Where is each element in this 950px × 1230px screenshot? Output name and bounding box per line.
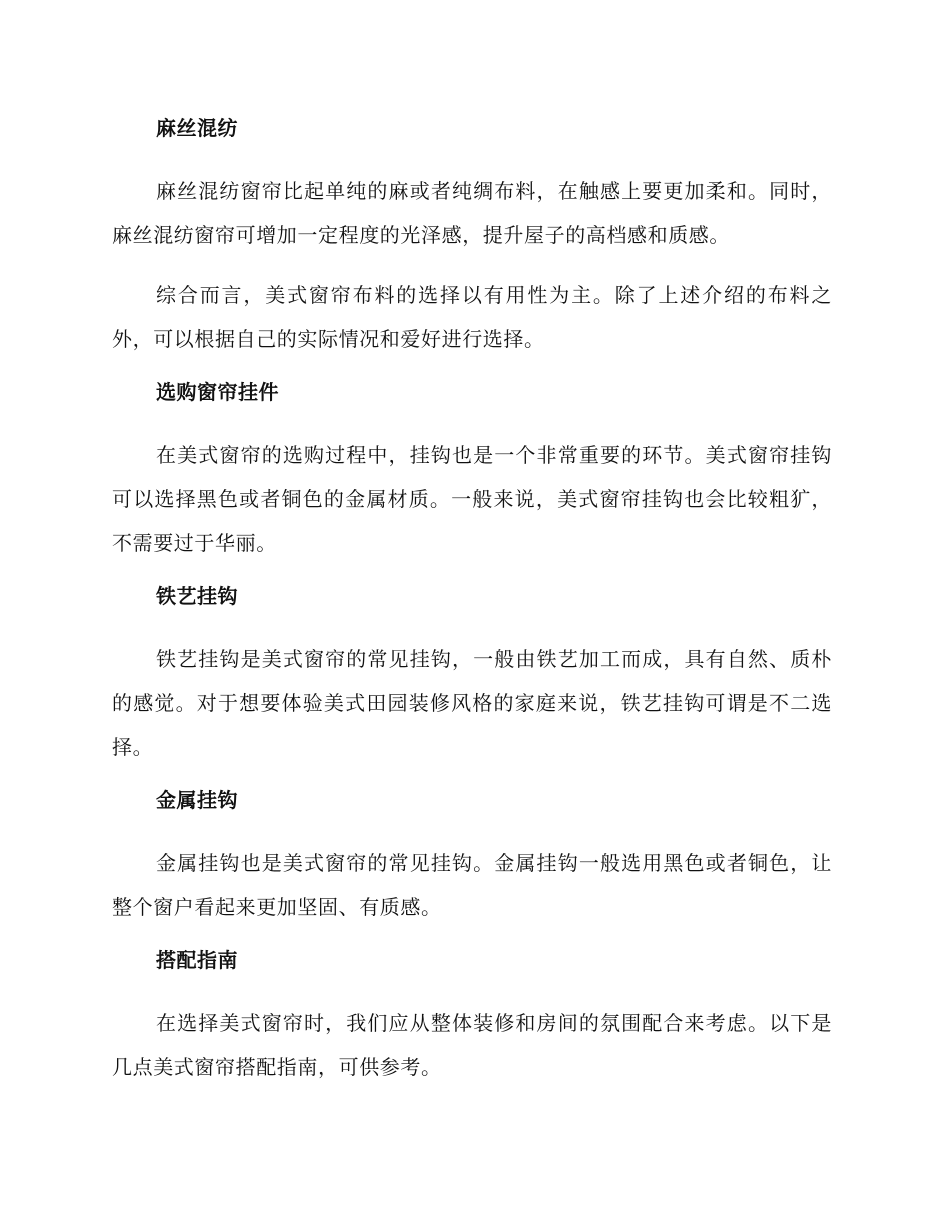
paragraph: 在选择美式窗帘时，我们应从整体装修和房间的氛围配合来考虑。以下是几点美式窗帘搭配指南，可供参考。	[112, 1011, 832, 1079]
section-heading-iron-hooks: 铁艺挂钩	[156, 584, 238, 608]
section-heading-linen-silk: 麻丝混纺	[156, 116, 238, 140]
paragraph: 在美式窗帘的选购过程中，挂钩也是一个非常重要的环节。美式窗帘挂钩可以选择黑色或者铜色的金属材质。一般来说，美式窗帘挂钩也会比较粗犷，不需要过于华丽。	[112, 443, 832, 555]
paragraph: 麻丝混纺窗帘比起单纯的麻或者纯绸布料，在触感上要更加柔和。同时，麻丝混纺窗帘可增加一定程度的光泽感，提升屋子的高档感和质感。	[112, 179, 832, 247]
document-body	[112, 113, 832, 1089]
section-heading-matching-guide: 搭配指南	[156, 948, 238, 972]
section-heading-curtain-hardware: 选购窗帘挂件	[156, 380, 279, 404]
section-heading-metal-hooks: 金属挂钩	[156, 788, 238, 812]
paragraph: 综合而言，美式窗帘布料的选择以有用性为主。除了上述介绍的布料之外，可以根据自己的实际情况和爱好进行选择。	[112, 283, 832, 351]
paragraph: 铁艺挂钩是美式窗帘的常见挂钩，一般由铁艺加工而成，具有自然、质朴的感觉。对于想要体验美式田园装修风格的家庭来说，铁艺挂钩可谓是不二选择。	[112, 647, 832, 759]
paragraph: 金属挂钩也是美式窗帘的常见挂钩。金属挂钩一般选用黑色或者铜色，让整个窗户看起来更加坚固、有质感。	[112, 851, 832, 919]
